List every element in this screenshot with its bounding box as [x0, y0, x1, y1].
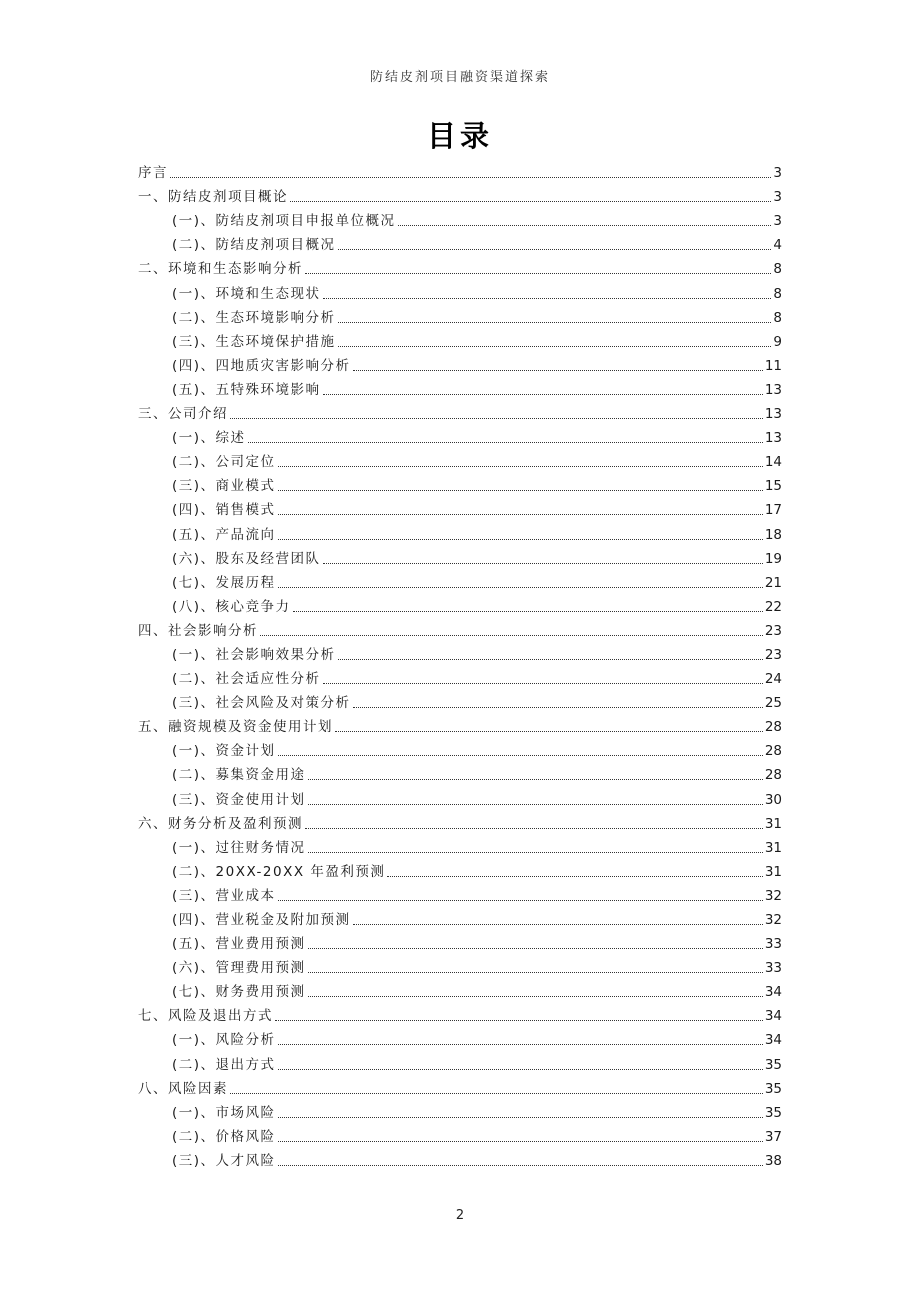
toc-dot-leader [338, 346, 772, 347]
toc-dot-leader [308, 996, 763, 997]
toc-entry-label: (二)、生态环境影响分析 [172, 309, 336, 326]
toc-entry[interactable] [138, 208, 782, 232]
toc-entry[interactable] [138, 883, 782, 907]
toc-entry-label: (二)、防结皮剂项目概况 [172, 237, 336, 254]
toc-entry[interactable] [138, 835, 782, 859]
toc-entry-label: (三)、生态环境保护措施 [172, 333, 336, 350]
toc-entry-page: 11 [764, 357, 782, 374]
toc-entry-page: 14 [764, 454, 782, 471]
toc-entry-label: 七、风险及退出方式 [138, 1008, 273, 1025]
toc-entry[interactable] [138, 232, 782, 256]
toc-entry-label: (一)、风险分析 [172, 1032, 276, 1049]
toc-entry-page: 17 [764, 502, 782, 519]
toc-entry[interactable] [138, 642, 782, 666]
toc-dot-leader [335, 731, 763, 732]
toc-dot-leader [278, 466, 763, 467]
toc-entry-page: 33 [764, 936, 782, 953]
toc-dot-leader [170, 177, 771, 178]
toc-entry-label: (一)、环境和生态现状 [172, 285, 321, 302]
toc-dot-leader [278, 1044, 763, 1045]
toc-dot-leader [353, 707, 763, 708]
toc-dot-leader [278, 514, 763, 515]
toc-entry[interactable] [138, 738, 782, 762]
toc-entry[interactable] [138, 666, 782, 690]
toc-entry[interactable] [138, 449, 782, 473]
toc-entry-page: 3 [773, 189, 782, 206]
toc-dot-leader [305, 273, 771, 274]
toc-entry-label: (一)、市场风险 [172, 1104, 276, 1121]
toc-entry[interactable] [138, 690, 782, 714]
toc-entry[interactable] [138, 979, 782, 1003]
toc-entry-page: 23 [764, 646, 782, 663]
toc-entry-label: (三)、商业模式 [172, 478, 276, 495]
toc-dot-leader [323, 298, 772, 299]
toc-entry[interactable] [138, 256, 782, 280]
toc-entry-page: 25 [764, 695, 782, 712]
toc-entry[interactable] [138, 618, 782, 642]
toc-entry-label: (一)、综述 [172, 430, 246, 447]
toc-entry-page: 23 [764, 622, 782, 639]
toc-entry[interactable] [138, 907, 782, 931]
toc-entry[interactable] [138, 377, 782, 401]
toc-dot-leader [230, 1093, 763, 1094]
toc-entry-label: (一)、过往财务情况 [172, 839, 306, 856]
toc-entry-page: 31 [764, 839, 782, 856]
toc-dot-leader [290, 201, 771, 202]
toc-dot-leader [353, 924, 763, 925]
toc-entry-label: (四)、四地质灾害影响分析 [172, 357, 351, 374]
toc-dot-leader [230, 418, 763, 419]
toc-entry-page: 34 [764, 984, 782, 1001]
toc-entry-page: 34 [764, 1032, 782, 1049]
toc-entry-label: (五)、营业费用预测 [172, 936, 306, 953]
toc-entry-page: 35 [764, 1080, 782, 1097]
toc-dot-leader [293, 611, 763, 612]
toc-entry-page: 13 [764, 430, 782, 447]
toc-entry-label: 二、环境和生态影响分析 [138, 261, 303, 278]
toc-entry[interactable] [138, 497, 782, 521]
toc-entry-label: 八、风险因素 [138, 1080, 228, 1097]
toc-entry-label: (四)、营业税金及附加预测 [172, 912, 351, 928]
toc-entry[interactable] [138, 762, 782, 786]
toc-entry-page: 34 [764, 1008, 782, 1025]
toc-entry[interactable] [138, 329, 782, 353]
toc-entry[interactable] [138, 714, 782, 738]
toc-entry[interactable] [138, 786, 782, 810]
toc-dot-leader [398, 225, 772, 226]
toc-entry[interactable] [138, 859, 782, 883]
toc-entry[interactable] [138, 401, 782, 425]
toc-dot-leader [338, 249, 772, 250]
toc-dot-leader [308, 948, 763, 949]
toc-entry-page: 3 [773, 213, 782, 230]
toc-entry-page: 8 [773, 309, 782, 326]
toc-entry-label: (一)、防结皮剂项目申报单位概况 [172, 213, 396, 230]
toc-entry-label: (八)、核心竞争力 [172, 598, 291, 615]
toc-entry-page: 13 [764, 406, 782, 423]
toc-entry[interactable] [138, 1148, 782, 1172]
toc-entry-label: (三)、营业成本 [172, 887, 276, 904]
toc-dot-leader [323, 683, 763, 684]
toc-entry-label: (七)、财务费用预测 [172, 984, 306, 1001]
toc-entry[interactable] [138, 521, 782, 545]
toc-entry-page: 37 [764, 1128, 782, 1145]
toc-entry-page: 3 [773, 165, 782, 182]
toc-entry-page: 32 [764, 887, 782, 904]
toc-entry-label: (五)、五特殊环境影响 [172, 381, 321, 398]
toc-entry[interactable] [138, 811, 782, 835]
toc-entry[interactable] [138, 1051, 782, 1075]
table-of-contents [138, 160, 782, 1172]
toc-dot-leader [278, 1069, 763, 1070]
toc-entry-label: (一)、社会影响效果分析 [172, 646, 336, 663]
toc-entry-label: (二)、公司定位 [172, 454, 276, 471]
toc-entry[interactable] [138, 1124, 782, 1148]
toc-entry[interactable] [138, 955, 782, 979]
toc-dot-leader [278, 539, 763, 540]
toc-entry-label: (四)、销售模式 [172, 502, 276, 519]
toc-entry-page: 38 [764, 1152, 782, 1169]
toc-entry-label: (六)、管理费用预测 [172, 960, 306, 977]
toc-dot-leader [278, 587, 763, 588]
toc-entry-page: 15 [764, 478, 782, 495]
toc-entry-label: (二)、价格风险 [172, 1128, 276, 1145]
toc-entry-page: 18 [764, 526, 782, 543]
toc-entry[interactable] [138, 184, 782, 208]
toc-dot-leader [308, 972, 763, 973]
toc-dot-leader [278, 1117, 763, 1118]
toc-entry-page: 30 [764, 791, 782, 808]
toc-entry-label: (六)、股东及经营团队 [172, 550, 321, 567]
toc-entry-label: (二)、募集资金用途 [172, 767, 306, 784]
toc-dot-leader [308, 852, 763, 853]
toc-dot-leader [308, 804, 763, 805]
toc-entry[interactable] [138, 160, 782, 184]
toc-entry[interactable] [138, 425, 782, 449]
toc-dot-leader [260, 635, 763, 636]
toc-entry[interactable] [138, 353, 782, 377]
toc-entry[interactable] [138, 931, 782, 955]
toc-entry-page: 19 [764, 550, 782, 567]
toc-entry-label: (五)、产品流向 [172, 526, 276, 543]
toc-entry-label: (二)、退出方式 [172, 1056, 276, 1073]
toc-dot-leader [323, 563, 763, 564]
toc-entry-label: 三、公司介绍 [138, 406, 228, 423]
toc-entry[interactable] [138, 1100, 782, 1124]
toc-dot-leader [338, 659, 763, 660]
toc-entry-page: 21 [764, 574, 782, 591]
toc-dot-leader [387, 876, 762, 877]
toc-entry-page: 28 [764, 719, 782, 736]
toc-entry-label: 一、防结皮剂项目概论 [138, 189, 288, 206]
toc-entry-page: 8 [773, 261, 782, 278]
toc-entry-page: 32 [764, 912, 782, 928]
toc-dot-leader [353, 370, 763, 371]
page-number: 2 [455, 1208, 465, 1223]
toc-entry-label: 六、财务分析及盈利预测 [138, 815, 303, 832]
toc-dot-leader [278, 755, 763, 756]
toc-entry-label: (一)、资金计划 [172, 743, 276, 760]
toc-entry-label: (三)、资金使用计划 [172, 791, 306, 808]
toc-entry[interactable] [138, 546, 782, 570]
toc-dot-leader [278, 1165, 763, 1166]
toc-entry[interactable] [138, 305, 782, 329]
toc-entry-page: 35 [764, 1104, 782, 1121]
toc-entry-page: 31 [764, 863, 782, 880]
toc-dot-leader [278, 900, 763, 901]
toc-dot-leader [275, 1020, 763, 1021]
toc-entry-page: 8 [773, 285, 782, 302]
toc-dot-leader [248, 442, 763, 443]
toc-entry[interactable] [138, 280, 782, 304]
toc-entry[interactable] [138, 1027, 782, 1051]
toc-entry-label: (三)、社会风险及对策分析 [172, 695, 351, 712]
toc-dot-leader [338, 322, 772, 323]
toc-entry-label: 四、社会影响分析 [138, 622, 258, 639]
toc-entry[interactable] [138, 594, 782, 618]
toc-entry-page: 28 [764, 743, 782, 760]
toc-entry-page: 35 [764, 1056, 782, 1073]
toc-entry-page: 33 [764, 960, 782, 977]
toc-dot-leader [278, 1141, 763, 1142]
toc-entry-page: 22 [764, 598, 782, 615]
toc-entry-page: 28 [764, 767, 782, 784]
toc-dot-leader [305, 828, 763, 829]
toc-entry-page: 4 [773, 237, 782, 254]
toc-entry-page: 31 [764, 815, 782, 832]
toc-entry-label: (二)、20XX-20XX 年盈利预测 [172, 863, 386, 880]
toc-entry-page: 24 [764, 671, 782, 688]
toc-dot-leader [308, 779, 763, 780]
toc-dot-leader [323, 394, 763, 395]
toc-entry-label: (三)、人才风险 [172, 1152, 276, 1169]
toc-entry-label: 序言 [138, 165, 168, 182]
toc-entry[interactable] [138, 1003, 782, 1027]
toc-entry[interactable] [138, 1076, 782, 1100]
toc-entry-label: (七)、发展历程 [172, 574, 276, 591]
toc-entry[interactable] [138, 570, 782, 594]
toc-title: 目录 [426, 119, 493, 153]
running-header: 防结皮剂项目融资渠道探索 [369, 70, 550, 85]
toc-entry-page: 13 [764, 381, 782, 398]
toc-entry-label: (二)、社会适应性分析 [172, 671, 321, 688]
toc-entry-page: 9 [773, 333, 782, 350]
toc-entry[interactable] [138, 473, 782, 497]
toc-dot-leader [278, 490, 763, 491]
toc-entry-label: 五、融资规模及资金使用计划 [138, 719, 333, 736]
